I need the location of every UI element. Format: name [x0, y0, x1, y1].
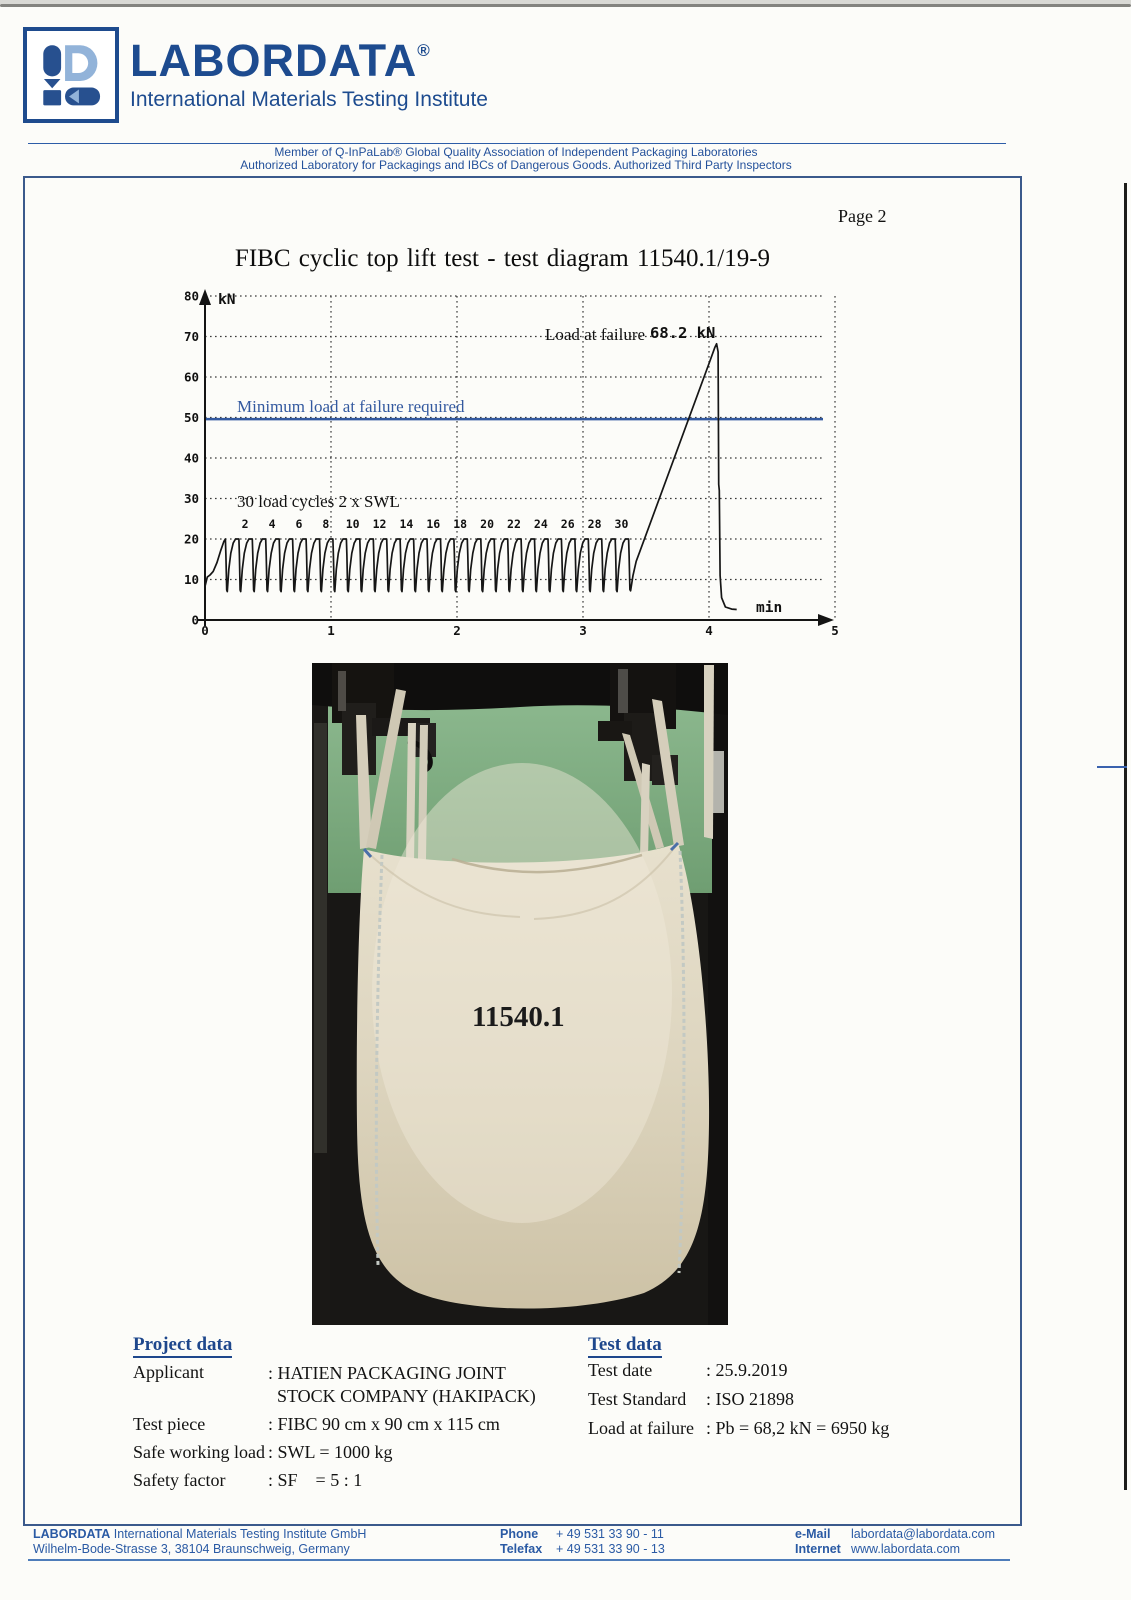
- fold-mark: [1097, 766, 1127, 768]
- row-value: : Pb = 68,2 kN = 6950 kg: [706, 1418, 890, 1438]
- row-label: Test piece: [133, 1414, 206, 1434]
- scan-edge-right: [1124, 183, 1127, 1490]
- row-label: Safe working load: [133, 1442, 265, 1462]
- svg-text:8: 8: [322, 517, 330, 531]
- project-data-heading: Project data: [133, 1334, 232, 1358]
- table-row: [588, 1360, 1008, 1381]
- svg-text:Load at failure: Load at failure: [545, 325, 646, 344]
- svg-text:50: 50: [183, 410, 199, 425]
- brand-name: LABORDATA®: [130, 35, 430, 86]
- svg-text:6: 6: [295, 517, 303, 531]
- footer-company: [33, 1527, 366, 1557]
- test-data-heading: Test data: [588, 1334, 662, 1358]
- svg-text:2: 2: [453, 623, 461, 638]
- svg-text:2: 2: [241, 517, 249, 531]
- web-value: www.labordata.com: [851, 1542, 961, 1556]
- labordata-logo-icon: [38, 42, 104, 108]
- svg-text:20: 20: [183, 531, 199, 547]
- footer-phone-labels: [500, 1527, 542, 1557]
- svg-text:30 load cycles 2 x SWL: 30 load cycles 2 x SWL: [237, 492, 400, 511]
- project-data-table: [133, 1362, 583, 1498]
- svg-text:28: 28: [587, 517, 602, 531]
- svg-text:0: 0: [201, 623, 209, 638]
- row-value: : SF = 5 : 1: [268, 1470, 363, 1490]
- row-label: Safety factor: [133, 1470, 226, 1490]
- phone-value: + 49 531 33 90 - 11: [556, 1527, 664, 1541]
- phone-label: Phone: [500, 1527, 539, 1541]
- svg-text:kN: kN: [218, 292, 236, 308]
- test-photo: [312, 663, 728, 1325]
- test-diagram-chart: [168, 288, 848, 640]
- table-row: [133, 1414, 583, 1435]
- svg-text:24: 24: [533, 517, 548, 531]
- row-label: Test date: [588, 1360, 653, 1380]
- member-line-1: Member of Q-InPaLab® Global Quality Association of Independent Packaging Laboratories: [274, 145, 758, 159]
- row-value: : ISO 21898: [706, 1389, 795, 1409]
- svg-text:40: 40: [183, 450, 199, 466]
- svg-text:68.2 kN: 68.2 kN: [650, 324, 716, 342]
- labordata-logo: [23, 27, 119, 123]
- svg-text:4: 4: [705, 623, 713, 638]
- table-row: [133, 1470, 583, 1491]
- svg-text:1: 1: [327, 623, 335, 638]
- table-row: [133, 1362, 583, 1407]
- footer-company-rest: International Materials Testing Institute GmbH: [110, 1527, 367, 1541]
- registered-trademark: ®: [417, 41, 430, 60]
- header-rule: [28, 143, 1006, 144]
- svg-text:10: 10: [183, 572, 199, 587]
- row-label: Load at failure: [588, 1418, 694, 1438]
- svg-text:22: 22: [507, 517, 521, 531]
- footer-mail-labels: [795, 1527, 841, 1557]
- table-row: [588, 1389, 1008, 1410]
- row-value: : SWL = 1000 kg: [268, 1442, 393, 1462]
- fax-label: Telefax: [500, 1542, 543, 1556]
- svg-text:70: 70: [183, 329, 199, 344]
- svg-text:3: 3: [579, 623, 587, 638]
- table-row: [133, 1442, 583, 1463]
- row-value: : HATIEN PACKAGING JOINT STOCK COMPANY (HAKIPACK): [268, 1363, 536, 1406]
- member-line-2: Authorized Laboratory for Packagings and IBCs of Dangerous Goods. Authorized Third Party Inspectors: [240, 158, 792, 172]
- svg-text:26: 26: [560, 517, 575, 531]
- svg-text:30: 30: [183, 491, 199, 506]
- svg-text:4: 4: [268, 517, 276, 531]
- bag-sample-number: 11540.1: [472, 1001, 565, 1033]
- chart-title: FIBC cyclic top lift test - test diagram 11540.1/19-9: [234, 245, 771, 272]
- email-label: e-Mail: [795, 1527, 831, 1541]
- svg-text:80: 80: [183, 288, 199, 304]
- scan-edge-line: [0, 4, 1131, 7]
- svg-text:20: 20: [480, 517, 495, 531]
- svg-text:18: 18: [453, 517, 468, 531]
- svg-text:min: min: [756, 600, 783, 616]
- footer-mail-values: [851, 1527, 995, 1557]
- row-label: Test Standard: [588, 1389, 687, 1409]
- svg-text:16: 16: [426, 517, 441, 531]
- svg-text:5: 5: [831, 623, 839, 638]
- footer-address: Wilhelm-Bode-Strasse 3, 38104 Braunschweig, Germany: [33, 1542, 350, 1556]
- svg-text:60: 60: [183, 369, 199, 385]
- brand-subtitle: International Materials Testing Institute: [130, 88, 488, 111]
- photo-left-highlight: [314, 723, 327, 1153]
- row-value: : 25.9.2019: [706, 1360, 788, 1380]
- footer-phone-values: [556, 1527, 665, 1557]
- svg-text:10: 10: [345, 517, 360, 531]
- svg-text:Minimum load at failure requir: Minimum load at failure required: [237, 397, 465, 417]
- footer-company-bold: LABORDATA: [33, 1527, 111, 1541]
- svg-text:14: 14: [399, 517, 414, 531]
- footer-rule: [28, 1559, 1010, 1561]
- svg-text:12: 12: [372, 517, 387, 531]
- page-number: Page 2: [838, 206, 887, 226]
- svg-text:0: 0: [191, 612, 199, 628]
- web-label: Internet: [795, 1542, 841, 1556]
- svg-text:30: 30: [614, 517, 629, 531]
- fax-value: + 49 531 33 90 - 13: [556, 1542, 665, 1556]
- row-value: : FIBC 90 cm x 90 cm x 115 cm: [268, 1414, 500, 1434]
- test-data-table: [588, 1360, 1008, 1447]
- row-label: Applicant: [133, 1362, 204, 1382]
- email-value: labordata@labordata.com: [851, 1527, 996, 1541]
- table-row: [588, 1418, 1008, 1439]
